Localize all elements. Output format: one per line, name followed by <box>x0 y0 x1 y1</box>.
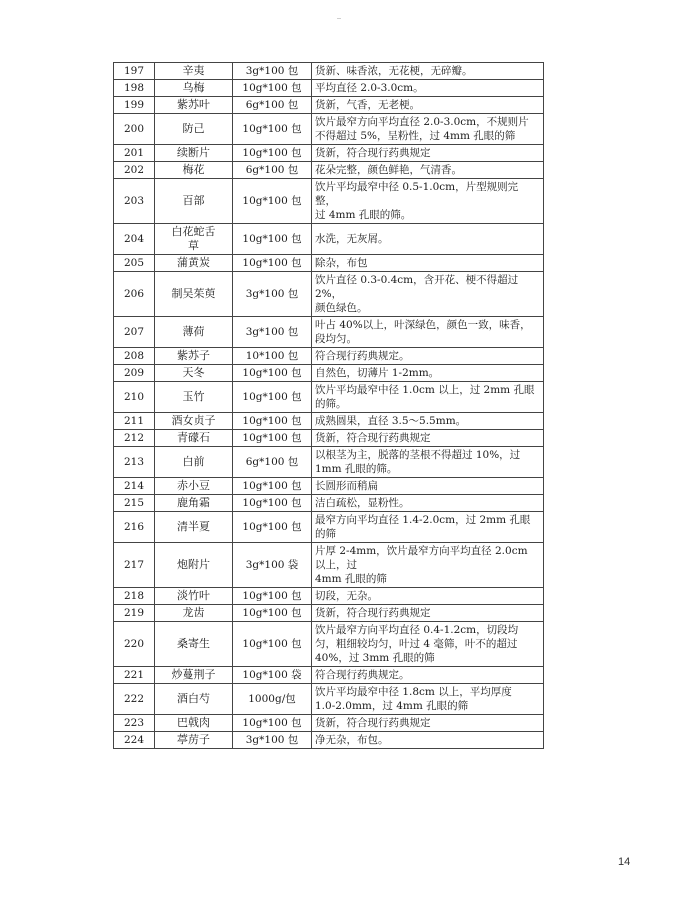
quality-requirement: 货新，气香，无老梗。 <box>312 97 544 114</box>
quality-requirement: 自然色，切薄片 1-2mm。 <box>312 365 544 382</box>
package-spec: 10g*100 包 <box>233 413 312 430</box>
herb-name: 紫苏子 <box>155 348 233 365</box>
herb-name: 制吴茱萸 <box>155 272 233 317</box>
row-number: 221 <box>114 667 155 684</box>
table-row <box>114 114 544 145</box>
package-spec: 10g*100 包 <box>233 622 312 667</box>
row-number: 224 <box>114 732 155 749</box>
row-number: 223 <box>114 715 155 732</box>
herb-name: 龙齿 <box>155 605 233 622</box>
table-row <box>114 272 544 317</box>
page-top-mark <box>337 18 341 19</box>
row-number: 212 <box>114 430 155 447</box>
herb-name: 百部 <box>155 179 233 224</box>
row-number: 211 <box>114 413 155 430</box>
row-number: 222 <box>114 684 155 715</box>
herb-name: 炒蔓荆子 <box>155 667 233 684</box>
herb-name: 乌梅 <box>155 80 233 97</box>
quality-requirement: 饮片平均最窄中径 0.5-1.0cm，片型规则完 整， 过 4mm 孔眼的筛。 <box>312 179 544 224</box>
package-spec: 10g*100 包 <box>233 382 312 413</box>
row-number: 216 <box>114 512 155 543</box>
package-spec: 10g*100 包 <box>233 365 312 382</box>
row-number: 217 <box>114 543 155 588</box>
table-row <box>114 512 544 543</box>
row-number: 204 <box>114 224 155 255</box>
herb-name: 白花蛇舌 草 <box>155 224 233 255</box>
quality-requirement: 以根茎为主，脱落的茎根不得超过 10%，过 1mm 孔眼的筛。 <box>312 447 544 478</box>
herb-name: 炮附片 <box>155 543 233 588</box>
quality-requirement: 长圆形而稍扁 <box>312 478 544 495</box>
table-row <box>114 97 544 114</box>
herb-name: 防己 <box>155 114 233 145</box>
table-row <box>114 317 544 348</box>
row-number: 205 <box>114 255 155 272</box>
package-spec: 1000g/包 <box>233 684 312 715</box>
quality-requirement: 符合现行药典规定。 <box>312 348 544 365</box>
quality-requirement: 片厚 2-4mm，饮片最窄方向平均直径 2.0cm 以上，过 4mm 孔眼的筛 <box>312 543 544 588</box>
row-number: 219 <box>114 605 155 622</box>
table-row <box>114 365 544 382</box>
package-spec: 6g*100 包 <box>233 97 312 114</box>
quality-requirement: 水洗，无灰屑。 <box>312 224 544 255</box>
herb-name: 紫苏叶 <box>155 97 233 114</box>
package-spec: 10*100 包 <box>233 348 312 365</box>
table-row <box>114 667 544 684</box>
table-row <box>114 588 544 605</box>
table-row <box>114 605 544 622</box>
quality-requirement: 饮片平均最窄中径 1.8cm 以上，平均厚度 1.0-2.0mm，过 4mm 孔眼的筛 <box>312 684 544 715</box>
table-row <box>114 255 544 272</box>
quality-requirement: 切段，无杂。 <box>312 588 544 605</box>
row-number: 206 <box>114 272 155 317</box>
herb-name: 桑寄生 <box>155 622 233 667</box>
row-number: 199 <box>114 97 155 114</box>
herb-name: 续断片 <box>155 145 233 162</box>
table-row <box>114 732 544 749</box>
row-number: 218 <box>114 588 155 605</box>
row-number: 203 <box>114 179 155 224</box>
package-spec: 10g*100 包 <box>233 255 312 272</box>
row-number: 202 <box>114 162 155 179</box>
table-row <box>114 413 544 430</box>
herb-name: 酒白芍 <box>155 684 233 715</box>
table-row <box>114 715 544 732</box>
table-row <box>114 447 544 478</box>
table-row <box>114 63 544 80</box>
package-spec: 3g*100 包 <box>233 272 312 317</box>
quality-requirement: 货新，符合现行药典规定 <box>312 605 544 622</box>
package-spec: 10g*100 包 <box>233 430 312 447</box>
quality-requirement: 除杂，布包 <box>312 255 544 272</box>
quality-requirement: 叶占 40%以上，叶深绿色，颜色一致，味香， 段均匀。 <box>312 317 544 348</box>
table-row <box>114 80 544 97</box>
package-spec: 3g*100 袋 <box>233 543 312 588</box>
quality-requirement: 饮片平均最窄中径 1.0cm 以上，过 2mm 孔眼 的筛。 <box>312 382 544 413</box>
package-spec: 10g*100 包 <box>233 588 312 605</box>
table-row <box>114 382 544 413</box>
quality-requirement: 货新，符合现行药典规定 <box>312 145 544 162</box>
row-number: 200 <box>114 114 155 145</box>
package-spec: 10g*100 包 <box>233 495 312 512</box>
package-spec: 6g*100 包 <box>233 447 312 478</box>
page-number: 14 <box>618 856 631 868</box>
row-number: 197 <box>114 63 155 80</box>
row-number: 213 <box>114 447 155 478</box>
quality-requirement: 货新，符合现行药典规定 <box>312 430 544 447</box>
package-spec: 3g*100 包 <box>233 732 312 749</box>
quality-requirement: 饮片最窄方向平均直径 2.0-3.0cm，不规则片 不得超过 5%，呈粉性，过 4mm 孔眼的筛 <box>312 114 544 145</box>
package-spec: 10g*100 包 <box>233 478 312 495</box>
package-spec: 10g*100 包 <box>233 605 312 622</box>
quality-requirement: 净无杂，布包。 <box>312 732 544 749</box>
table-row <box>114 145 544 162</box>
herb-name: 天冬 <box>155 365 233 382</box>
herb-name: 酒女贞子 <box>155 413 233 430</box>
quality-requirement: 饮片直径 0.3-0.4cm，含开花、梗不得超过 2%， 颜色绿色。 <box>312 272 544 317</box>
package-spec: 10g*100 包 <box>233 512 312 543</box>
herb-name: 葶苈子 <box>155 732 233 749</box>
row-number: 198 <box>114 80 155 97</box>
table-row <box>114 430 544 447</box>
herb-name: 蒲黄炭 <box>155 255 233 272</box>
row-number: 208 <box>114 348 155 365</box>
row-number: 209 <box>114 365 155 382</box>
package-spec: 10g*100 包 <box>233 715 312 732</box>
herb-name: 赤小豆 <box>155 478 233 495</box>
row-number: 210 <box>114 382 155 413</box>
herb-name: 青礞石 <box>155 430 233 447</box>
table-row <box>114 622 544 667</box>
quality-requirement: 洁白疏松，显粉性。 <box>312 495 544 512</box>
table-row <box>114 684 544 715</box>
herb-name: 白前 <box>155 447 233 478</box>
package-spec: 3g*100 包 <box>233 317 312 348</box>
quality-requirement: 花朵完整，颜色鲜艳，气清香。 <box>312 162 544 179</box>
quality-requirement: 最窄方向平均直径 1.4-2.0cm，过 2mm 孔眼 的筛 <box>312 512 544 543</box>
quality-requirement: 成熟圆果，直径 3.5～5.5mm。 <box>312 413 544 430</box>
row-number: 215 <box>114 495 155 512</box>
quality-requirement: 货新、味香浓，无花梗，无碎瓣。 <box>312 63 544 80</box>
herb-name: 巴戟肉 <box>155 715 233 732</box>
row-number: 214 <box>114 478 155 495</box>
herb-spec-table-body <box>114 63 544 749</box>
herb-name: 玉竹 <box>155 382 233 413</box>
quality-requirement: 货新，符合现行药典规定 <box>312 715 544 732</box>
row-number: 201 <box>114 145 155 162</box>
package-spec: 10g*100 包 <box>233 80 312 97</box>
package-spec: 10g*100 包 <box>233 224 312 255</box>
herb-name: 辛夷 <box>155 63 233 80</box>
package-spec: 10g*100 包 <box>233 114 312 145</box>
row-number: 220 <box>114 622 155 667</box>
quality-requirement: 饮片最窄方向平均直径 0.4-1.2cm，切段均 匀，粗细较均匀，叶过 4 毫筛，叶不的超过 40%，过 3mm 孔眼的筛 <box>312 622 544 667</box>
table-row <box>114 495 544 512</box>
package-spec: 3g*100 包 <box>233 63 312 80</box>
package-spec: 6g*100 包 <box>233 162 312 179</box>
herb-name: 清半夏 <box>155 512 233 543</box>
herb-name: 薄荷 <box>155 317 233 348</box>
table-row <box>114 162 544 179</box>
table-row <box>114 348 544 365</box>
herb-name: 梅花 <box>155 162 233 179</box>
package-spec: 10g*100 包 <box>233 179 312 224</box>
quality-requirement: 平均直径 2.0-3.0cm。 <box>312 80 544 97</box>
table-row <box>114 179 544 224</box>
row-number: 207 <box>114 317 155 348</box>
herb-name: 淡竹叶 <box>155 588 233 605</box>
package-spec: 10g*100 包 <box>233 145 312 162</box>
quality-requirement: 符合现行药典规定。 <box>312 667 544 684</box>
herb-spec-table <box>113 62 544 749</box>
table-row <box>114 543 544 588</box>
package-spec: 10g*100 袋 <box>233 667 312 684</box>
herb-name: 鹿角霜 <box>155 495 233 512</box>
table-row <box>114 478 544 495</box>
table-row <box>114 224 544 255</box>
